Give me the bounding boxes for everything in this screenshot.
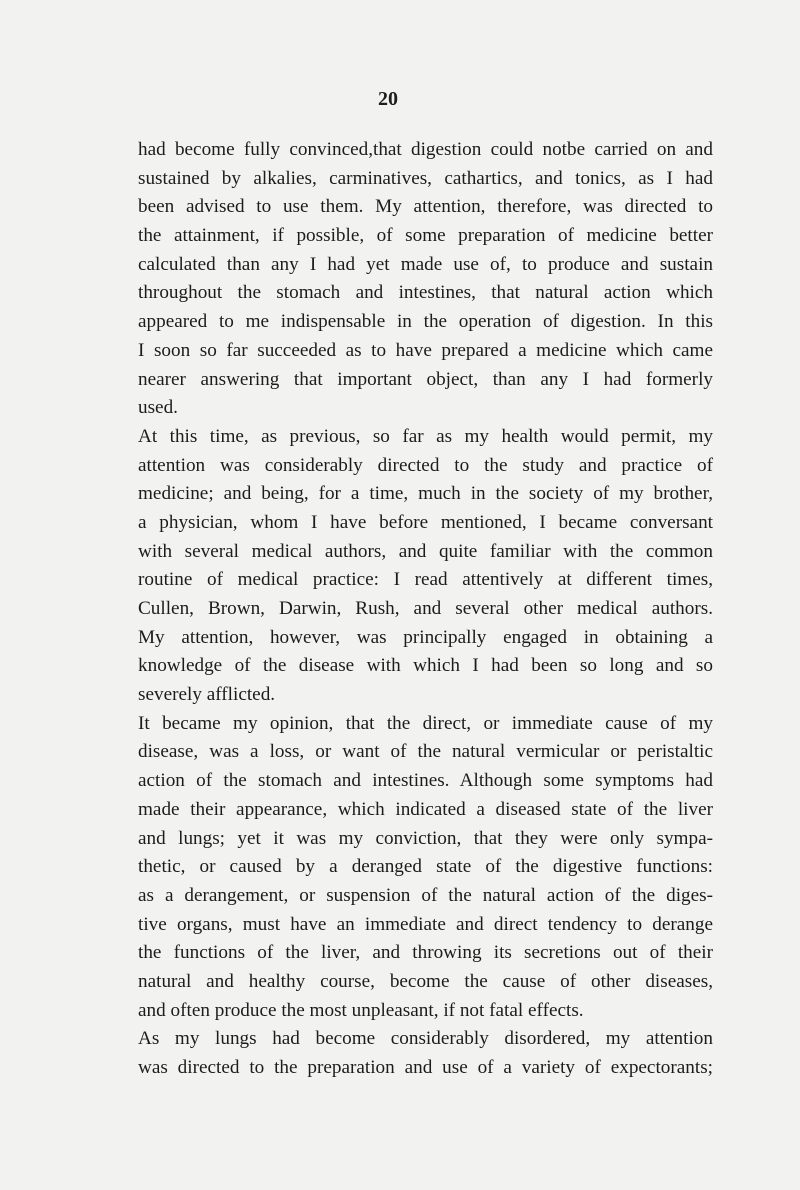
text-line: appeared to me indispensable in the operation of digestion. In this [138,311,713,333]
page-number: 20 [378,88,398,110]
text-line: action of the stomach and intestines. Although some symptoms had [138,770,713,792]
text-line: and often produce the most unpleasant, if not fatal effects. [138,999,584,1021]
text-line: with several medical authors, and quite familiar with the common [138,540,713,562]
text-line: Cullen, Brown, Darwin, Rush, and several other medical authors. [138,598,713,619]
text-line: My attention, however, was principally engaged in obtaining a [138,626,713,648]
text-line: At this time, as previous, so far as my health would permit, my [138,425,713,447]
text-line: severely afflicted. [138,684,276,706]
text-line: the attainment, if possible, of some preparation of medicine better [138,225,713,247]
text-line: been advised to use them. My attention, therefore, was directed to [138,196,713,218]
text-line: natural and healthy course, become the cause of other diseases, [138,970,713,992]
paragraph [138,710,713,1026]
text-line: made their appearance, which indicated a diseased state of the liver [138,798,713,820]
text-line: nearer answering that important object, than any I had formerly [138,368,713,390]
text-line: routine of medical practice: I read attentively at different times, [138,569,713,591]
text-line: attention was considerably directed to the study and practice of [138,454,713,476]
text-line: knowledge of the disease with which I had been so long and so [138,655,713,677]
text-line: sustained by alkalies, carminatives, cathartics, and tonics, as I had [138,167,713,189]
text-line: and lungs; yet it was my conviction, that they were only sympa- [138,827,713,849]
text-line: as a derangement, or suspension of the natural action of the diges- [138,884,713,906]
paragraph [138,136,713,423]
text-line: tive organs, must have an immediate and direct tendency to derange [138,913,713,935]
text-line: disease, was a loss, or want of the natural vermicular or peristaltic [138,741,713,763]
text-line: used. [138,397,178,419]
body-text [138,136,713,1083]
text-line: had become fully convinced,that digestion could notbe carried on and [138,139,713,160]
paragraph [138,1025,713,1082]
text-line: the functions of the liver, and throwing its secretions out of their [138,942,713,964]
paragraph [138,423,713,710]
text-line: thetic, or caused by a deranged state of the digestive functions: [138,856,713,878]
text-line: a physician, whom I have before mentioned, I became conversant [138,511,713,533]
text-line: It became my opinion, that the direct, or immediate cause of my [138,712,713,734]
text-line: throughout the stomach and intestines, that natural action which [138,282,713,304]
text-line: was directed to the preparation and use of a variety of expectorants; [138,1057,713,1078]
text-line: I soon so far succeeded as to have prepared a medicine which came [138,339,713,361]
text-line: As my lungs had become considerably disordered, my attention [138,1028,713,1050]
text-line: calculated than any I had yet made use of, to produce and sustain [138,253,713,275]
text-line: medicine; and being, for a time, much in the society of my brother, [138,483,713,505]
